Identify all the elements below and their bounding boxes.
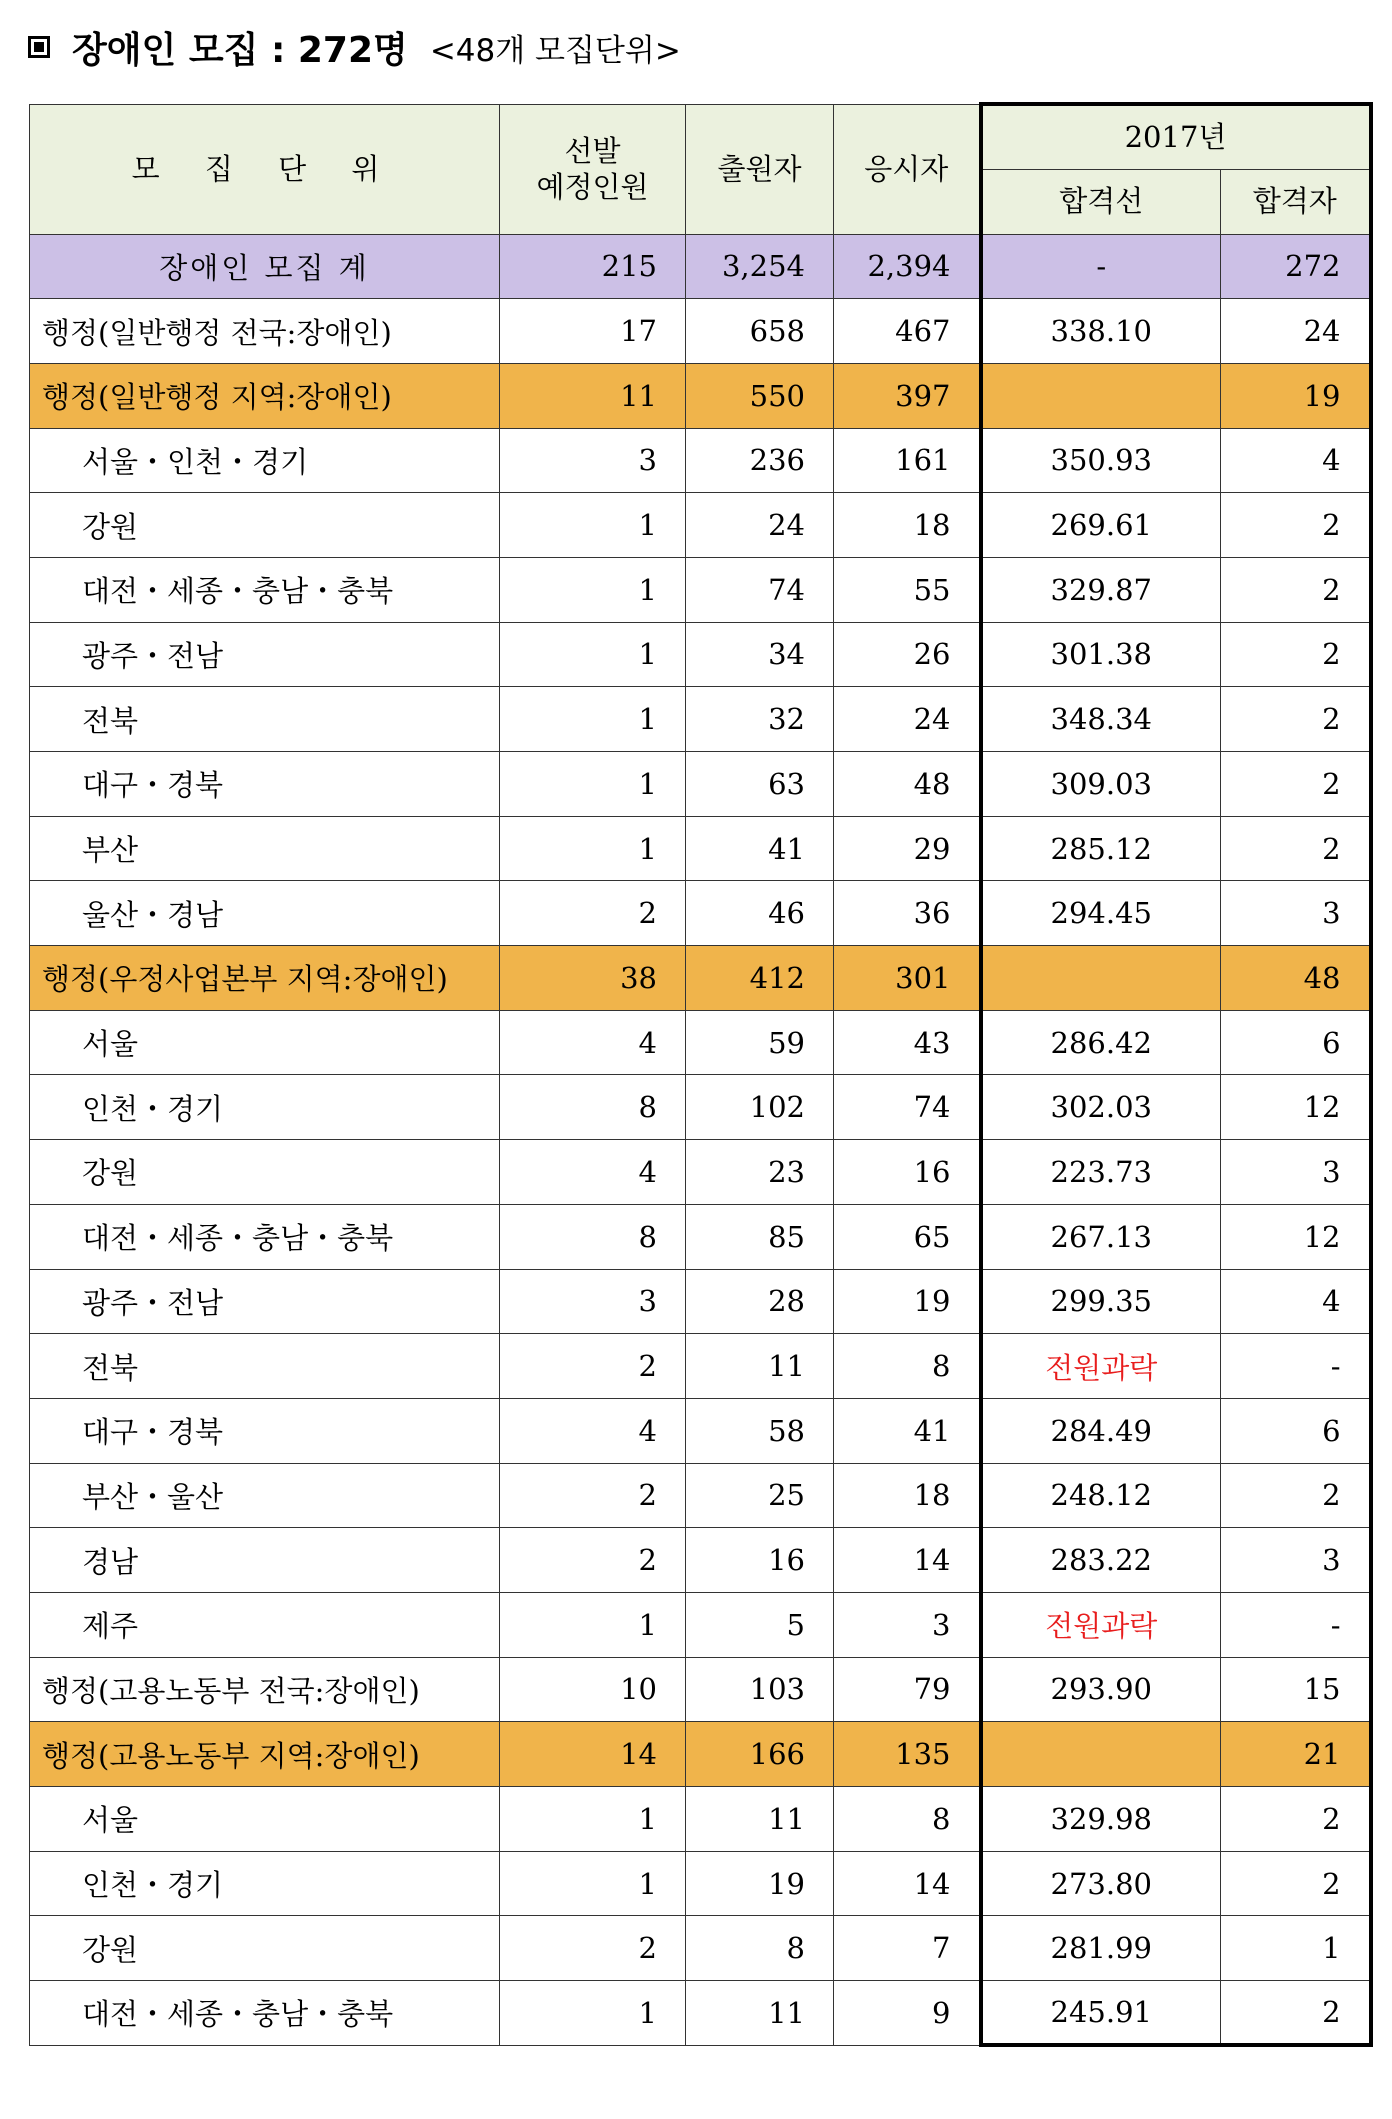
examinees-cell: 48	[834, 752, 981, 817]
applicants-cell: 74	[686, 557, 834, 622]
applicants-cell: 28	[686, 1269, 834, 1334]
passers-cell: 4	[1221, 1269, 1371, 1334]
passers-cell: 19	[1221, 363, 1371, 428]
applicants-cell: 103	[686, 1657, 834, 1722]
cutoff-cell: 223.73	[981, 1140, 1221, 1205]
table-row	[30, 493, 1371, 558]
passers-cell: 2	[1221, 557, 1371, 622]
planned-cell: 3	[500, 1269, 686, 1334]
cutoff-cell: 전원과락	[981, 1334, 1221, 1399]
cutoff-cell	[981, 946, 1221, 1011]
examinees-cell: 135	[834, 1722, 981, 1787]
table-row	[30, 622, 1371, 687]
planned-cell: 1	[500, 1851, 686, 1916]
examinees-cell: 41	[834, 1398, 981, 1463]
passers-cell: 24	[1221, 299, 1371, 364]
planned-cell: 3	[500, 428, 686, 493]
applicants-cell: 11	[686, 1787, 834, 1852]
unit-name-cell: 전북	[30, 1334, 500, 1399]
cutoff-cell: 302.03	[981, 1075, 1221, 1140]
passers-cell: 2	[1221, 1463, 1371, 1528]
examinees-cell: 19	[834, 1269, 981, 1334]
applicants-cell: 32	[686, 687, 834, 752]
applicants-cell: 58	[686, 1398, 834, 1463]
table-row	[30, 816, 1371, 881]
header-cutoff: 합격선	[981, 169, 1221, 234]
examinees-cell: 7	[834, 1916, 981, 1981]
unit-name-cell: 대전・세종・충남・충북	[30, 1981, 500, 2046]
examinees-cell: 55	[834, 557, 981, 622]
applicants-cell: 25	[686, 1463, 834, 1528]
unit-name-cell: 울산・경남	[30, 881, 500, 946]
passers-cell: 272	[1221, 234, 1371, 299]
table-row	[30, 1592, 1371, 1657]
header-year: 2017년	[981, 104, 1371, 169]
unit-name-cell: 서울・인천・경기	[30, 428, 500, 493]
passers-cell: 2	[1221, 816, 1371, 881]
table-row	[30, 1463, 1371, 1528]
cutoff-cell: 348.34	[981, 687, 1221, 752]
passers-cell: 2	[1221, 687, 1371, 752]
unit-name-cell: 행정(고용노동부 전국:장애인)	[30, 1657, 500, 1722]
planned-cell: 1	[500, 752, 686, 817]
unit-name-cell: 대구・경북	[30, 1398, 500, 1463]
applicants-cell: 412	[686, 946, 834, 1011]
applicants-cell: 16	[686, 1528, 834, 1593]
passers-cell: 48	[1221, 946, 1371, 1011]
planned-cell: 1	[500, 1981, 686, 2046]
passers-cell: 2	[1221, 622, 1371, 687]
table-row	[30, 1916, 1371, 1981]
cutoff-cell: 283.22	[981, 1528, 1221, 1593]
unit-name-cell: 광주・전남	[30, 622, 500, 687]
cutoff-cell: 294.45	[981, 881, 1221, 946]
cutoff-cell: 350.93	[981, 428, 1221, 493]
total-row	[30, 234, 1371, 299]
planned-cell: 1	[500, 1592, 686, 1657]
examinees-cell: 8	[834, 1334, 981, 1399]
table-row	[30, 752, 1371, 817]
unit-name-cell: 부산・울산	[30, 1463, 500, 1528]
examinees-cell: 65	[834, 1204, 981, 1269]
cutoff-cell: 329.98	[981, 1787, 1221, 1852]
examinees-cell: 467	[834, 299, 981, 364]
planned-cell: 8	[500, 1075, 686, 1140]
table-row	[30, 1398, 1371, 1463]
unit-name-cell: 강원	[30, 1140, 500, 1205]
applicants-cell: 658	[686, 299, 834, 364]
table-row	[30, 1851, 1371, 1916]
passers-cell: 3	[1221, 1528, 1371, 1593]
cutoff-cell: 267.13	[981, 1204, 1221, 1269]
table-row	[30, 1140, 1371, 1205]
examinees-cell: 18	[834, 493, 981, 558]
applicants-cell: 5	[686, 1592, 834, 1657]
applicants-cell: 3,254	[686, 234, 834, 299]
unit-name-cell: 인천・경기	[30, 1851, 500, 1916]
unit-name-cell: 경남	[30, 1528, 500, 1593]
applicants-cell: 41	[686, 816, 834, 881]
passers-cell: 3	[1221, 1140, 1371, 1205]
cutoff-cell: 301.38	[981, 622, 1221, 687]
passers-cell: 1	[1221, 1916, 1371, 1981]
applicants-cell: 59	[686, 1010, 834, 1075]
examinees-cell: 36	[834, 881, 981, 946]
planned-cell: 2	[500, 1916, 686, 1981]
table-row	[30, 1204, 1371, 1269]
table-body	[30, 234, 1371, 2045]
table-row	[30, 428, 1371, 493]
applicants-cell: 166	[686, 1722, 834, 1787]
examinees-cell: 2,394	[834, 234, 981, 299]
square-bullet-icon	[28, 36, 50, 58]
passers-cell: -	[1221, 1592, 1371, 1657]
cutoff-cell: 245.91	[981, 1981, 1221, 2046]
examinees-cell: 79	[834, 1657, 981, 1722]
planned-cell: 1	[500, 816, 686, 881]
header-planned: 선발 예정인원	[500, 104, 686, 234]
passers-cell: 12	[1221, 1075, 1371, 1140]
applicants-cell: 46	[686, 881, 834, 946]
applicants-cell: 102	[686, 1075, 834, 1140]
passers-cell: 2	[1221, 493, 1371, 558]
group-row	[30, 946, 1371, 1011]
cutoff-cell: 273.80	[981, 1851, 1221, 1916]
passers-cell: 6	[1221, 1398, 1371, 1463]
planned-cell: 2	[500, 881, 686, 946]
header-unit: 모 집 단 위	[30, 104, 500, 234]
passers-cell: 4	[1221, 428, 1371, 493]
applicants-cell: 236	[686, 428, 834, 493]
table-row	[30, 1010, 1371, 1075]
examinees-cell: 43	[834, 1010, 981, 1075]
unit-name-cell: 강원	[30, 1916, 500, 1981]
cutoff-cell: 329.87	[981, 557, 1221, 622]
examinees-cell: 16	[834, 1140, 981, 1205]
unit-name-cell: 제주	[30, 1592, 500, 1657]
unit-name-cell: 서울	[30, 1787, 500, 1852]
applicants-cell: 24	[686, 493, 834, 558]
planned-cell: 4	[500, 1398, 686, 1463]
table-row	[30, 1981, 1371, 2046]
header-passers: 합격자	[1221, 169, 1371, 234]
examinees-cell: 74	[834, 1075, 981, 1140]
passers-cell: 12	[1221, 1204, 1371, 1269]
passers-cell: 21	[1221, 1722, 1371, 1787]
examinees-cell: 8	[834, 1787, 981, 1852]
examinees-cell: 397	[834, 363, 981, 428]
passers-cell: 6	[1221, 1010, 1371, 1075]
passers-cell: 2	[1221, 1787, 1371, 1852]
passers-cell: 3	[1221, 881, 1371, 946]
passers-cell: 2	[1221, 752, 1371, 817]
applicants-cell: 11	[686, 1334, 834, 1399]
cutoff-cell: 248.12	[981, 1463, 1221, 1528]
unit-name-cell: 행정(우정사업본부 지역:장애인)	[30, 946, 500, 1011]
applicants-cell: 11	[686, 1981, 834, 2046]
planned-cell: 4	[500, 1140, 686, 1205]
planned-cell: 14	[500, 1722, 686, 1787]
document-heading	[28, 22, 681, 72]
examinees-cell: 161	[834, 428, 981, 493]
passers-cell: 15	[1221, 1657, 1371, 1722]
page-title: 장애인 모집 : 272명	[72, 29, 408, 71]
table-row	[30, 1075, 1371, 1140]
examinees-cell: 301	[834, 946, 981, 1011]
examinees-cell: 3	[834, 1592, 981, 1657]
planned-cell: 1	[500, 687, 686, 752]
applicants-cell: 550	[686, 363, 834, 428]
table-row	[30, 1269, 1371, 1334]
unit-name-cell: 강원	[30, 493, 500, 558]
table-row	[30, 557, 1371, 622]
passers-cell: -	[1221, 1334, 1371, 1399]
planned-cell: 1	[500, 622, 686, 687]
cutoff-cell: 전원과락	[981, 1592, 1221, 1657]
table-row	[30, 1787, 1371, 1852]
examinees-cell: 14	[834, 1528, 981, 1593]
planned-cell: 17	[500, 299, 686, 364]
cutoff-cell: 338.10	[981, 299, 1221, 364]
cutoff-cell: 299.35	[981, 1269, 1221, 1334]
cutoff-cell: 281.99	[981, 1916, 1221, 1981]
table-row	[30, 299, 1371, 364]
table-row	[30, 687, 1371, 752]
applicants-cell: 23	[686, 1140, 834, 1205]
planned-cell: 1	[500, 493, 686, 558]
cutoff-cell	[981, 1722, 1221, 1787]
planned-cell: 215	[500, 234, 686, 299]
header-examinees: 응시자	[834, 104, 981, 234]
examinees-cell: 14	[834, 1851, 981, 1916]
applicants-cell: 19	[686, 1851, 834, 1916]
applicants-cell: 85	[686, 1204, 834, 1269]
group-row	[30, 1722, 1371, 1787]
planned-cell: 10	[500, 1657, 686, 1722]
table-row	[30, 1334, 1371, 1399]
planned-cell: 8	[500, 1204, 686, 1269]
examinees-cell: 24	[834, 687, 981, 752]
planned-cell: 4	[500, 1010, 686, 1075]
planned-cell: 2	[500, 1463, 686, 1528]
page-subtitle: <48개 모집단위>	[429, 32, 681, 69]
table-row	[30, 1528, 1371, 1593]
unit-name-cell: 행정(일반행정 지역:장애인)	[30, 363, 500, 428]
unit-name-cell: 대구・경북	[30, 752, 500, 817]
applicants-cell: 63	[686, 752, 834, 817]
planned-cell: 1	[500, 557, 686, 622]
unit-name-cell: 대전・세종・충남・충북	[30, 557, 500, 622]
examinees-cell: 18	[834, 1463, 981, 1528]
unit-name-cell: 대전・세종・충남・충북	[30, 1204, 500, 1269]
passers-cell: 2	[1221, 1981, 1371, 2046]
planned-cell: 2	[500, 1334, 686, 1399]
unit-name-cell: 장애인 모집 계	[30, 234, 500, 299]
planned-cell: 11	[500, 363, 686, 428]
table-row	[30, 1657, 1371, 1722]
unit-name-cell: 행정(고용노동부 지역:장애인)	[30, 1722, 500, 1787]
cutoff-cell: 286.42	[981, 1010, 1221, 1075]
table-row	[30, 881, 1371, 946]
examinees-cell: 26	[834, 622, 981, 687]
cutoff-cell	[981, 363, 1221, 428]
unit-name-cell: 서울	[30, 1010, 500, 1075]
unit-name-cell: 부산	[30, 816, 500, 881]
cutoff-cell: 293.90	[981, 1657, 1221, 1722]
planned-cell: 1	[500, 1787, 686, 1852]
unit-name-cell: 행정(일반행정 전국:장애인)	[30, 299, 500, 364]
passers-cell: 2	[1221, 1851, 1371, 1916]
cutoff-cell: 285.12	[981, 816, 1221, 881]
cutoff-cell: 309.03	[981, 752, 1221, 817]
cutoff-cell: 269.61	[981, 493, 1221, 558]
planned-cell: 38	[500, 946, 686, 1011]
unit-name-cell: 인천・경기	[30, 1075, 500, 1140]
cutoff-cell: -	[981, 234, 1221, 299]
applicants-cell: 34	[686, 622, 834, 687]
recruitment-table	[29, 102, 1373, 2047]
unit-name-cell: 전북	[30, 687, 500, 752]
unit-name-cell: 광주・전남	[30, 1269, 500, 1334]
group-row	[30, 363, 1371, 428]
header-applicants: 출원자	[686, 104, 834, 234]
examinees-cell: 29	[834, 816, 981, 881]
examinees-cell: 9	[834, 1981, 981, 2046]
cutoff-cell: 284.49	[981, 1398, 1221, 1463]
applicants-cell: 8	[686, 1916, 834, 1981]
planned-cell: 2	[500, 1528, 686, 1593]
